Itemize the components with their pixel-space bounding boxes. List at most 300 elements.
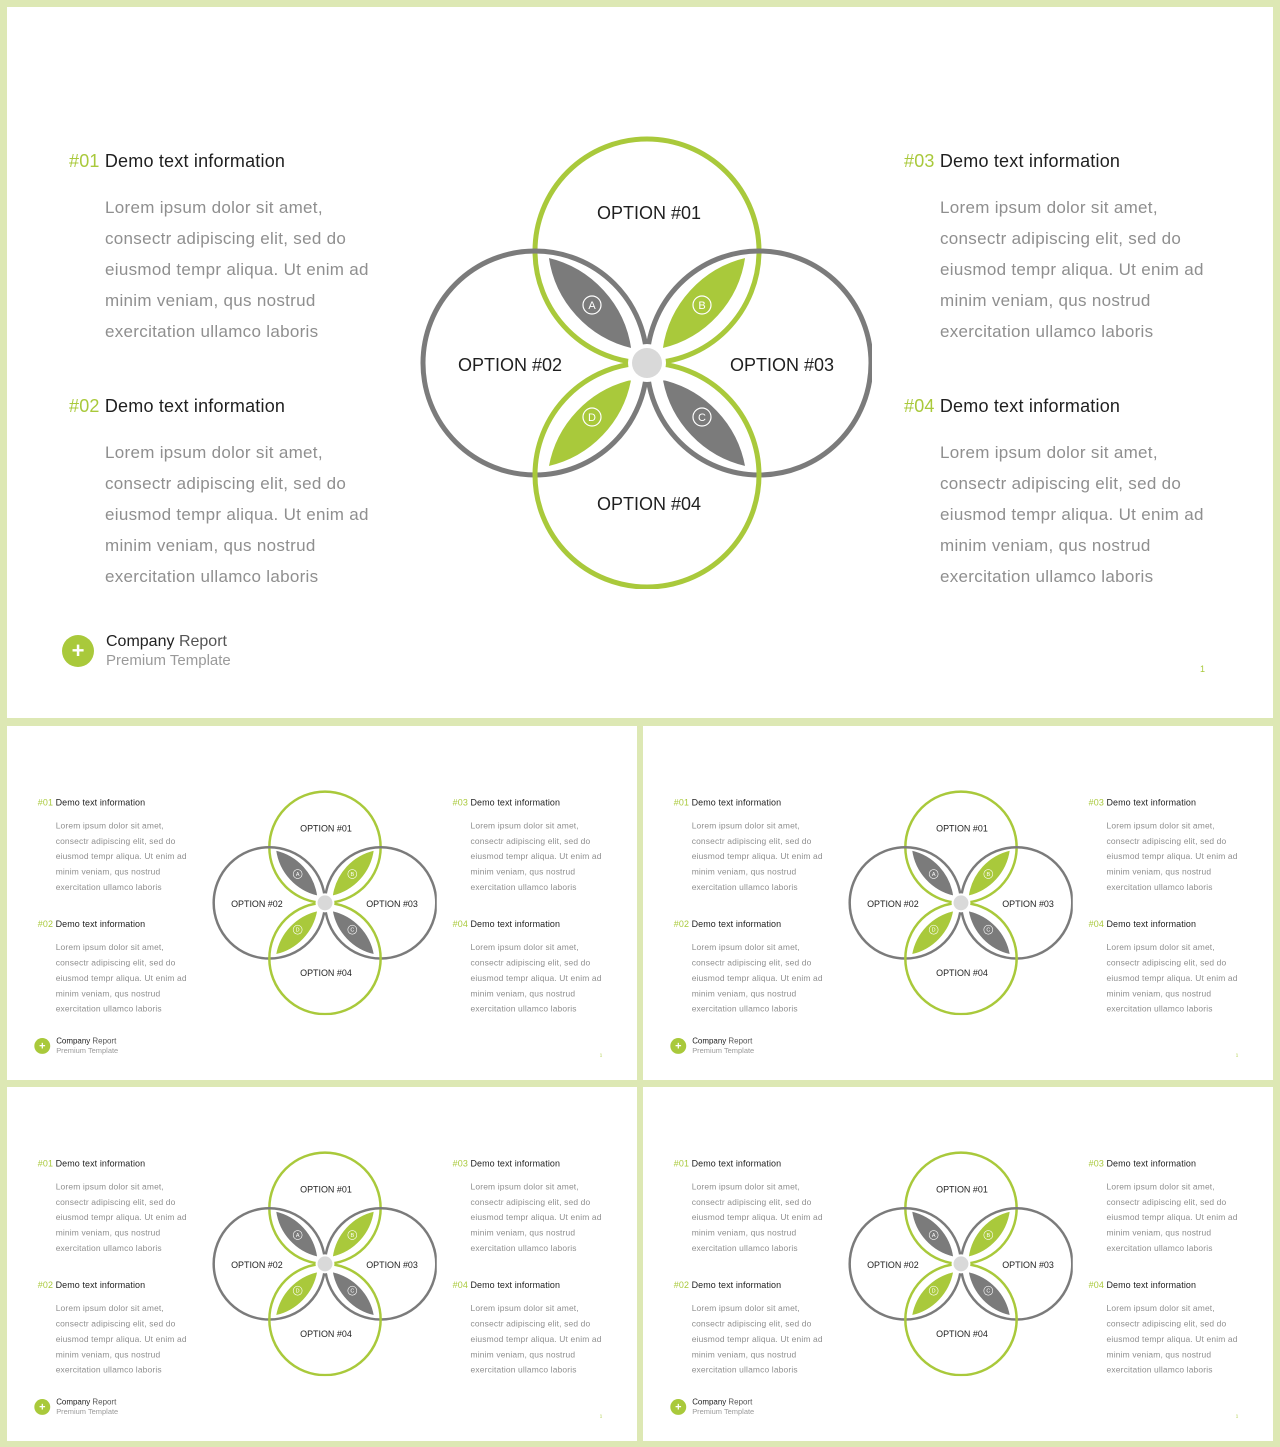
body-line: exercitation ullamco laboris: [55, 882, 162, 892]
body-line: Lorem ipsum dolor sit amet,: [470, 1303, 579, 1314]
body-line: exercitation ullamco laboris: [1106, 1243, 1213, 1253]
block-number: #03: [452, 797, 468, 808]
body-line: Lorem ipsum dolor sit amet,: [1106, 1303, 1215, 1314]
plus-icon: +: [670, 1038, 686, 1054]
block-heading: Demo text information: [939, 396, 1121, 416]
body-line: Lorem ipsum dolor sit amet,: [940, 443, 1158, 462]
petal-b-label: B: [986, 1233, 991, 1240]
company-word: Company: [692, 1037, 727, 1046]
body-line: eiusmod tempr aliqua. Ut enim ad: [105, 260, 369, 279]
report-word: Report: [92, 1398, 117, 1407]
body-line: consectr adipiscing elit, sed do: [55, 1319, 176, 1329]
option-02-label: OPTION #02: [867, 898, 919, 909]
venn-diagram: [844, 787, 1073, 1016]
body-line: exercitation ullamco laboris: [55, 1365, 162, 1375]
text-block-2: [674, 1280, 841, 1377]
body-line: exercitation ullamco laboris: [470, 1365, 577, 1375]
body-line: minim veniam, qus nostrud: [470, 988, 576, 999]
venn-diagram: [208, 787, 437, 1016]
text-block-1: [674, 798, 841, 895]
body-line: eiusmod tempr aliqua. Ut enim ad: [1106, 1334, 1238, 1344]
body-line: consectr adipiscing elit, sed do: [470, 958, 591, 968]
body-line: Lorem ipsum dolor sit amet,: [1106, 942, 1215, 953]
block-heading: Demo text information: [1106, 1280, 1197, 1291]
body-line: minim veniam, qus nostrud: [55, 1349, 161, 1360]
footer-subtitle: Premium Template: [56, 1407, 119, 1416]
page-number: 1: [1200, 664, 1206, 674]
option-01-label: OPTION #01: [596, 203, 702, 223]
block-heading: Demo text information: [104, 396, 286, 416]
body-line: exercitation ullamco laboris: [470, 882, 577, 892]
body-line: exercitation ullamco laboris: [105, 322, 319, 341]
option-03-label: OPTION #03: [366, 898, 418, 909]
block-number: #04: [452, 1280, 468, 1291]
text-block-3: [453, 798, 620, 895]
body-line: Lorem ipsum dolor sit amet,: [105, 443, 323, 462]
block-number: #03: [1088, 1158, 1104, 1169]
body-line: consectr adipiscing elit, sed do: [105, 474, 347, 493]
body-line: minim veniam, qus nostrud: [105, 536, 316, 555]
body-line: consectr adipiscing elit, sed do: [691, 1197, 812, 1207]
block-number: #01: [673, 1158, 690, 1169]
block-heading: Demo text information: [470, 797, 561, 808]
body-line: eiusmod tempr aliqua. Ut enim ad: [55, 1212, 187, 1223]
block-title: [453, 919, 620, 929]
petal-b-label: B: [350, 1233, 355, 1240]
center-hub: [318, 895, 333, 910]
petal-c-label: C: [986, 1288, 991, 1295]
body-line: Lorem ipsum dolor sit amet,: [470, 1181, 579, 1192]
body-line: minim veniam, qus nostrud: [470, 1228, 576, 1238]
text-block-3: [1089, 798, 1256, 895]
body-line: Lorem ipsum dolor sit amet,: [470, 820, 579, 831]
body-line: Lorem ipsum dolor sit amet,: [55, 1303, 164, 1314]
block-heading: Demo text information: [691, 1280, 782, 1291]
body-line: consectr adipiscing elit, sed do: [1106, 1319, 1227, 1329]
body-line: minim veniam, qus nostrud: [470, 1349, 576, 1360]
page-number: 1: [599, 1052, 603, 1058]
petal-a-label: A: [588, 300, 596, 312]
body-line: consectr adipiscing elit, sed do: [470, 1197, 591, 1207]
block-body: [471, 818, 620, 895]
block-body: [692, 940, 841, 1017]
text-block-4: [1089, 1280, 1256, 1377]
body-line: exercitation ullamco laboris: [940, 322, 1154, 341]
block-title: [38, 798, 205, 808]
body-line: minim veniam, qus nostrud: [691, 988, 797, 999]
option-04-label: OPTION #04: [936, 967, 988, 978]
option-03-label: OPTION #03: [1002, 898, 1054, 909]
block-title: [1089, 1280, 1256, 1290]
option-04-label: OPTION #04: [936, 1328, 988, 1339]
block-body: [1107, 940, 1256, 1017]
venn-diagram-svg: [208, 1148, 437, 1377]
petal-a-label: A: [931, 872, 936, 879]
body-line: Lorem ipsum dolor sit amet,: [940, 198, 1158, 217]
block-body: [471, 1179, 620, 1256]
text-block-1: [674, 1159, 841, 1256]
block-heading: Demo text information: [1106, 797, 1197, 808]
block-number: #04: [452, 919, 468, 930]
block-heading: Demo text information: [55, 797, 146, 808]
block-title: [904, 396, 1240, 417]
block-body: [471, 940, 620, 1017]
option-01-label: OPTION #01: [300, 1184, 352, 1195]
petal-a-label: A: [295, 872, 300, 879]
option-04-label: OPTION #04: [596, 494, 702, 514]
block-heading: Demo text information: [55, 1158, 146, 1169]
company-name: [56, 1398, 118, 1407]
company-name: [692, 1398, 754, 1407]
block-title: [1089, 919, 1256, 929]
option-04-circle: [535, 363, 759, 587]
petal-d-label: D: [295, 927, 300, 934]
option-04-circle: [905, 1264, 1016, 1375]
petal-d-label: D: [295, 1288, 300, 1295]
block-title: [69, 151, 405, 172]
body-line: eiusmod tempr aliqua. Ut enim ad: [1106, 1212, 1238, 1223]
block-body: [56, 940, 205, 1017]
venn-diagram: [844, 1148, 1073, 1377]
body-line: minim veniam, qus nostrud: [1106, 1349, 1212, 1360]
body-line: exercitation ullamco laboris: [470, 1004, 577, 1014]
footer-subtitle: Premium Template: [106, 652, 231, 669]
venn-diagram: [208, 1148, 437, 1377]
plus-icon: +: [34, 1399, 50, 1415]
block-title: [38, 1280, 205, 1290]
option-01-circle: [269, 792, 380, 903]
block-title: [1089, 1159, 1256, 1169]
petal-a-label: A: [295, 1233, 300, 1240]
block-body: [692, 818, 841, 895]
body-line: Lorem ipsum dolor sit amet,: [691, 942, 800, 953]
petal-d-label: D: [931, 927, 936, 934]
block-body: [56, 1179, 205, 1256]
block-number: #03: [452, 1158, 468, 1169]
footer-subtitle: Premium Template: [692, 1046, 755, 1055]
body-line: minim veniam, qus nostrud: [691, 1228, 797, 1238]
body-line: exercitation ullamco laboris: [470, 1243, 577, 1253]
body-line: Lorem ipsum dolor sit amet,: [55, 942, 164, 953]
body-line: exercitation ullamco laboris: [691, 1365, 798, 1375]
block-number: #02: [69, 396, 100, 416]
text-block-4: [453, 1280, 620, 1377]
center-hub: [954, 895, 969, 910]
block-number: #04: [904, 396, 935, 416]
block-number: #01: [37, 1158, 54, 1169]
venn-diagram-svg: [844, 1148, 1073, 1377]
block-heading: Demo text information: [691, 919, 782, 930]
block-body: [105, 192, 405, 347]
body-line: exercitation ullamco laboris: [55, 1243, 162, 1253]
report-word: Report: [178, 633, 227, 650]
thumbnail-slide-1: [7, 726, 637, 1080]
block-title: [38, 1159, 205, 1169]
center-hub: [318, 1256, 333, 1271]
block-number: #02: [673, 919, 690, 930]
body-line: exercitation ullamco laboris: [1106, 1365, 1213, 1375]
company-word: Company: [106, 633, 175, 650]
option-04-circle: [269, 903, 380, 1014]
body-line: Lorem ipsum dolor sit amet,: [691, 1303, 800, 1314]
block-heading: Demo text information: [470, 919, 561, 930]
block-heading: Demo text information: [470, 1158, 561, 1169]
option-03-label: OPTION #03: [729, 355, 835, 375]
text-block-1: [38, 798, 205, 895]
block-body: [1107, 1179, 1256, 1256]
body-line: consectr adipiscing elit, sed do: [470, 836, 591, 846]
center-hub: [954, 1256, 969, 1271]
body-line: eiusmod tempr aliqua. Ut enim ad: [470, 1334, 602, 1344]
block-number: #01: [37, 797, 54, 808]
body-line: eiusmod tempr aliqua. Ut enim ad: [105, 505, 369, 524]
petal-c-label: C: [350, 1288, 355, 1295]
body-line: eiusmod tempr aliqua. Ut enim ad: [55, 851, 187, 862]
body-line: Lorem ipsum dolor sit amet,: [55, 820, 164, 831]
venn-diagram-svg: [208, 787, 437, 1016]
body-line: minim veniam, qus nostrud: [1106, 867, 1212, 877]
block-number: #02: [673, 1280, 690, 1291]
option-01-circle: [905, 792, 1016, 903]
petal-c-label: C: [350, 927, 355, 934]
option-03-label: OPTION #03: [366, 1259, 418, 1270]
block-number: #02: [37, 1280, 54, 1291]
body-line: eiusmod tempr aliqua. Ut enim ad: [1106, 851, 1238, 862]
block-title: [904, 151, 1240, 172]
body-line: consectr adipiscing elit, sed do: [691, 1319, 812, 1329]
block-heading: Demo text information: [1106, 1158, 1197, 1169]
option-01-label: OPTION #01: [936, 823, 988, 834]
option-04-circle: [269, 1264, 380, 1375]
body-line: consectr adipiscing elit, sed do: [1106, 836, 1227, 846]
body-line: eiusmod tempr aliqua. Ut enim ad: [1106, 973, 1238, 983]
option-01-circle: [905, 1153, 1016, 1264]
venn-diagram-svg: [844, 787, 1073, 1016]
block-title: [38, 919, 205, 929]
body-line: consectr adipiscing elit, sed do: [1106, 1197, 1227, 1207]
block-body: [56, 818, 205, 895]
body-line: consectr adipiscing elit, sed do: [105, 229, 347, 248]
report-word: Report: [728, 1037, 753, 1046]
text-block-2: [38, 919, 205, 1016]
body-line: consectr adipiscing elit, sed do: [691, 958, 812, 968]
footer-subtitle: Premium Template: [692, 1407, 755, 1416]
body-line: consectr adipiscing elit, sed do: [691, 836, 812, 846]
company-name: [692, 1037, 754, 1046]
body-line: minim veniam, qus nostrud: [691, 867, 797, 877]
company-word: Company: [56, 1398, 91, 1407]
petal-a-label: A: [931, 1233, 936, 1240]
text-block-2: [69, 396, 405, 592]
text-block-4: [1089, 919, 1256, 1016]
body-line: eiusmod tempr aliqua. Ut enim ad: [691, 973, 823, 983]
page-number: 1: [1235, 1052, 1239, 1058]
text-block-3: [453, 1159, 620, 1256]
petal-d-label: D: [588, 412, 596, 424]
body-line: eiusmod tempr aliqua. Ut enim ad: [691, 1212, 823, 1223]
body-line: consectr adipiscing elit, sed do: [940, 474, 1182, 493]
plus-icon: +: [62, 635, 94, 667]
text-block-3: [904, 151, 1240, 347]
body-line: exercitation ullamco laboris: [1106, 1004, 1213, 1014]
body-line: Lorem ipsum dolor sit amet,: [55, 1181, 164, 1192]
block-title: [674, 798, 841, 808]
company-word: Company: [692, 1398, 727, 1407]
block-heading: Demo text information: [470, 1280, 561, 1291]
block-body: [471, 1301, 620, 1378]
option-04-label: OPTION #04: [300, 967, 352, 978]
petal-c-label: C: [986, 927, 991, 934]
petal-c-label: C: [698, 412, 706, 424]
body-line: minim veniam, qus nostrud: [940, 536, 1151, 555]
plus-icon: +: [670, 1399, 686, 1415]
body-line: Lorem ipsum dolor sit amet,: [470, 942, 579, 953]
body-line: exercitation ullamco laboris: [1106, 882, 1213, 892]
block-title: [453, 1280, 620, 1290]
body-line: exercitation ullamco laboris: [105, 567, 319, 586]
body-line: minim veniam, qus nostrud: [55, 867, 161, 877]
body-line: minim veniam, qus nostrud: [55, 1228, 161, 1238]
block-body: [940, 192, 1240, 347]
option-02-label: OPTION #02: [231, 1259, 283, 1270]
page-number: 1: [1235, 1413, 1239, 1419]
block-heading: Demo text information: [55, 1280, 146, 1291]
block-title: [453, 798, 620, 808]
block-title: [674, 1159, 841, 1169]
venn-diagram: [412, 129, 872, 589]
block-heading: Demo text information: [939, 151, 1121, 171]
company-name: [56, 1037, 118, 1046]
body-line: minim veniam, qus nostrud: [1106, 1228, 1212, 1238]
petal-b-label: B: [698, 300, 706, 312]
option-02-label: OPTION #02: [457, 355, 563, 375]
block-heading: Demo text information: [691, 1158, 782, 1169]
option-02-label: OPTION #02: [867, 1259, 919, 1270]
body-line: exercitation ullamco laboris: [691, 1243, 798, 1253]
block-title: [69, 396, 405, 417]
body-line: eiusmod tempr aliqua. Ut enim ad: [55, 1334, 187, 1344]
company-name: [106, 633, 231, 651]
body-line: consectr adipiscing elit, sed do: [55, 836, 176, 846]
body-line: exercitation ullamco laboris: [55, 1004, 162, 1014]
body-line: eiusmod tempr aliqua. Ut enim ad: [940, 505, 1204, 524]
body-line: eiusmod tempr aliqua. Ut enim ad: [691, 1334, 823, 1344]
block-number: #03: [1088, 797, 1104, 808]
option-01-label: OPTION #01: [300, 823, 352, 834]
body-line: eiusmod tempr aliqua. Ut enim ad: [691, 851, 823, 862]
block-body: [1107, 818, 1256, 895]
block-number: #04: [1088, 919, 1104, 930]
text-block-4: [453, 919, 620, 1016]
block-heading: Demo text information: [104, 151, 286, 171]
body-line: minim veniam, qus nostrud: [691, 1349, 797, 1360]
body-line: Lorem ipsum dolor sit amet,: [1106, 1181, 1215, 1192]
body-line: exercitation ullamco laboris: [691, 882, 798, 892]
venn-diagram-svg: [412, 129, 872, 589]
block-heading: Demo text information: [691, 797, 782, 808]
body-line: Lorem ipsum dolor sit amet,: [105, 198, 323, 217]
body-line: consectr adipiscing elit, sed do: [1106, 958, 1227, 968]
text-block-1: [38, 1159, 205, 1256]
option-04-circle: [905, 903, 1016, 1014]
thumbnail-slide-4: [643, 1087, 1273, 1441]
block-body: [1107, 1301, 1256, 1378]
option-02-label: OPTION #02: [231, 898, 283, 909]
body-line: minim veniam, qus nostrud: [470, 867, 576, 877]
plus-icon: +: [34, 1038, 50, 1054]
thumbnail-slide-3: [7, 1087, 637, 1441]
page-number: 1: [599, 1413, 603, 1419]
body-line: exercitation ullamco laboris: [940, 567, 1154, 586]
text-block-2: [674, 919, 841, 1016]
text-block-1: [69, 151, 405, 347]
block-number: #03: [904, 151, 935, 171]
block-heading: Demo text information: [1106, 919, 1197, 930]
body-line: minim veniam, qus nostrud: [55, 988, 161, 999]
body-line: consectr adipiscing elit, sed do: [940, 229, 1182, 248]
body-line: eiusmod tempr aliqua. Ut enim ad: [940, 260, 1204, 279]
block-heading: Demo text information: [55, 919, 146, 930]
petal-b-label: B: [350, 872, 355, 879]
body-line: Lorem ipsum dolor sit amet,: [691, 820, 800, 831]
report-word: Report: [92, 1037, 117, 1046]
text-block-3: [1089, 1159, 1256, 1256]
body-line: eiusmod tempr aliqua. Ut enim ad: [470, 973, 602, 983]
body-line: consectr adipiscing elit, sed do: [55, 958, 176, 968]
body-line: consectr adipiscing elit, sed do: [470, 1319, 591, 1329]
block-body: [56, 1301, 205, 1378]
body-line: minim veniam, qus nostrud: [940, 291, 1151, 310]
block-title: [1089, 798, 1256, 808]
block-number: #02: [37, 919, 54, 930]
block-number: #01: [673, 797, 690, 808]
block-body: [692, 1179, 841, 1256]
body-line: eiusmod tempr aliqua. Ut enim ad: [470, 1212, 602, 1223]
block-title: [674, 919, 841, 929]
option-01-circle: [535, 139, 759, 363]
main-slide: [7, 7, 1273, 718]
block-title: [453, 1159, 620, 1169]
body-line: eiusmod tempr aliqua. Ut enim ad: [55, 973, 187, 983]
text-block-4: [904, 396, 1240, 592]
petal-d-label: D: [931, 1288, 936, 1295]
block-body: [105, 437, 405, 592]
body-line: exercitation ullamco laboris: [691, 1004, 798, 1014]
body-line: eiusmod tempr aliqua. Ut enim ad: [470, 851, 602, 862]
body-line: minim veniam, qus nostrud: [1106, 988, 1212, 999]
block-body: [940, 437, 1240, 592]
option-04-label: OPTION #04: [300, 1328, 352, 1339]
footer-subtitle: Premium Template: [56, 1046, 119, 1055]
block-body: [692, 1301, 841, 1378]
thumbnail-slide-2: [643, 726, 1273, 1080]
body-line: Lorem ipsum dolor sit amet,: [691, 1181, 800, 1192]
company-word: Company: [56, 1037, 91, 1046]
block-number: #01: [69, 151, 100, 171]
report-word: Report: [728, 1398, 753, 1407]
option-01-label: OPTION #01: [936, 1184, 988, 1195]
block-number: #04: [1088, 1280, 1104, 1291]
text-block-2: [38, 1280, 205, 1377]
body-line: Lorem ipsum dolor sit amet,: [1106, 820, 1215, 831]
body-line: minim veniam, qus nostrud: [105, 291, 316, 310]
petal-b-label: B: [986, 872, 991, 879]
center-hub: [632, 348, 662, 378]
option-01-circle: [269, 1153, 380, 1264]
block-title: [674, 1280, 841, 1290]
body-line: consectr adipiscing elit, sed do: [55, 1197, 176, 1207]
option-03-label: OPTION #03: [1002, 1259, 1054, 1270]
